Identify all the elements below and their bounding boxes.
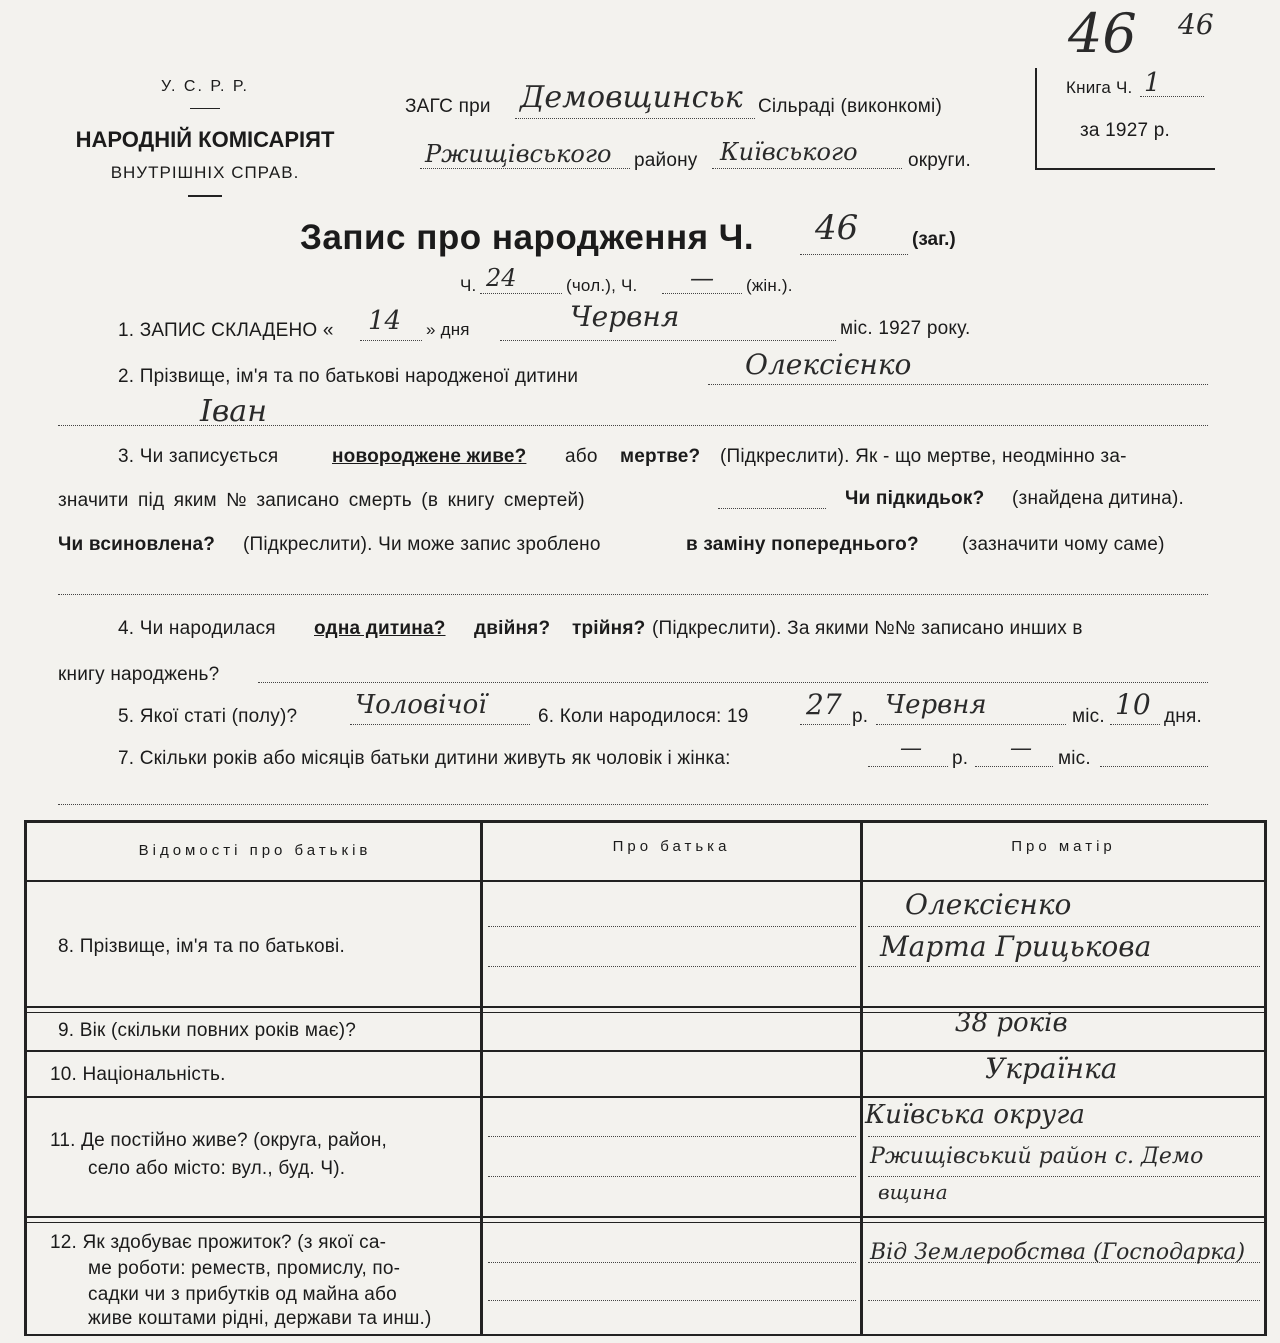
item3-line3-b: (Підкреслити). Чи може запис зроблено xyxy=(243,534,601,555)
table-border xyxy=(24,1334,1266,1336)
subnumber-prefix: Ч. xyxy=(460,276,477,295)
council-label: Сільраді (виконкомі) xyxy=(758,96,942,117)
mother-residence-line2: Ржищівський район с. Демо xyxy=(870,1144,1204,1169)
item3-line1-a: 3. Чи записується xyxy=(118,446,279,467)
item4-line2: книгу народжень? xyxy=(58,664,220,685)
item3-replacement: в заміну попереднього? xyxy=(686,534,919,555)
divider xyxy=(190,108,220,109)
mother-surname: Олексієнко xyxy=(905,888,1072,921)
item4-single: одна дитина? xyxy=(314,618,446,639)
row-divider xyxy=(24,1222,1266,1223)
header-info: Відомості про батьків xyxy=(138,842,372,859)
female-label: (жін.). xyxy=(746,276,793,295)
book-year: за 1927 р. xyxy=(1080,120,1170,141)
fill-line xyxy=(975,766,1053,767)
row-divider xyxy=(24,1216,1266,1218)
birth-year: 27 xyxy=(806,688,842,721)
okruha-label: округи. xyxy=(908,150,971,171)
fill-line xyxy=(488,1262,856,1263)
book-box-border xyxy=(1035,168,1215,170)
fill-line xyxy=(420,168,630,169)
book-label: Книга Ч. xyxy=(1066,78,1133,97)
header-mother: Про матір xyxy=(1011,838,1116,855)
item1-label: 1. ЗАПИС СКЛАДЕНО « xyxy=(118,320,334,341)
fill-line xyxy=(258,682,1208,683)
marriage-years: — xyxy=(900,736,922,761)
item3-foundling: Чи підкидьок? xyxy=(845,488,985,509)
archive-number-large: 46 xyxy=(1068,2,1137,65)
divider xyxy=(188,195,222,197)
fill-line xyxy=(800,254,908,255)
fill-line xyxy=(500,340,836,341)
record-suffix: (заг.) xyxy=(912,229,956,250)
child-sex: Чоловічої xyxy=(355,690,487,720)
row9-label: 9. Вік (скільки повних років має)? xyxy=(58,1020,357,1041)
department-label: ВНУТРІШНІХ СПРАВ. xyxy=(110,163,300,182)
republic-label: У. С. Р. Р. xyxy=(160,78,249,95)
item1-suffix: міс. 1927 року. xyxy=(840,318,971,339)
fill-line xyxy=(708,384,1208,385)
fill-line xyxy=(868,1176,1260,1177)
male-label: (чол.), Ч. xyxy=(566,276,638,295)
item3-or: або xyxy=(565,446,598,467)
fill-line xyxy=(662,293,742,294)
fill-line xyxy=(58,425,1208,426)
fill-line xyxy=(488,966,856,967)
item6-label: 6. Коли народилося: 19 xyxy=(538,706,749,727)
item4-line1-e: (Підкреслити). За якими №№ записано инших в xyxy=(652,618,1083,639)
book-number: 1 xyxy=(1144,68,1161,98)
archive-number-small: 46 xyxy=(1178,8,1214,41)
item1-day: 14 xyxy=(368,306,402,336)
female-number: — xyxy=(690,264,714,292)
marriage-months: — xyxy=(1010,736,1032,761)
row11-label-line1: 11. Де постійно живе? (округа, район, xyxy=(50,1130,388,1151)
birth-year-suffix: р. xyxy=(852,706,869,727)
book-box-border xyxy=(1035,68,1037,170)
item3-line2-a: значити під яким № записано смерть (в книгу смертей) xyxy=(58,490,585,511)
item3-dead: мертве? xyxy=(620,446,701,467)
fill-line xyxy=(480,293,562,294)
zags-prefix: ЗАГС при xyxy=(405,96,491,117)
fill-line xyxy=(712,168,902,169)
fill-line xyxy=(488,926,856,927)
fill-line xyxy=(1110,724,1160,725)
row-divider xyxy=(24,1006,1266,1008)
mother-nationality: Українка xyxy=(985,1052,1118,1085)
item3-line1-e: (Підкреслити). Як - що мертве, неодмінно за- xyxy=(720,446,1127,467)
birth-month-suffix: міс. xyxy=(1072,706,1105,727)
row8-label: 8. Прізвище, ім'я та по батькові. xyxy=(58,936,345,957)
marriage-months-label: міс. xyxy=(1058,748,1091,769)
fill-line xyxy=(1140,96,1204,97)
commissariat-title: НАРОДНІЙ КОМІСАРІЯТ xyxy=(75,127,335,152)
item4-line1-a: 4. Чи народилася xyxy=(118,618,276,639)
fill-line xyxy=(488,1136,856,1137)
item5-label: 5. Якої статі (полу)? xyxy=(118,706,298,727)
fill-line xyxy=(488,1176,856,1177)
table-border xyxy=(1264,820,1267,1336)
raion-name: Ржищівського xyxy=(425,140,612,168)
fill-line xyxy=(718,508,826,509)
item2-label: 2. Прізвище, ім'я та по батькові народженої дитини xyxy=(118,366,579,387)
marriage-years-label: р. xyxy=(952,748,969,769)
village-council-name: Демовщинськ xyxy=(520,80,743,115)
fill-line xyxy=(868,766,948,767)
birth-day-suffix: дня. xyxy=(1164,706,1202,727)
row-divider xyxy=(24,1012,1266,1013)
row12-label-line3: садки чи з прибутків од майна або xyxy=(88,1284,397,1305)
fill-line xyxy=(868,1136,1260,1137)
mother-occupation: Від Землеробства (Господарка) xyxy=(870,1240,1246,1265)
item4-twins: двійня? xyxy=(474,618,551,639)
table-border xyxy=(24,820,1266,823)
row12-label-line1: 12. Як здобуває прожиток? (з якої са- xyxy=(50,1232,387,1253)
item1-month: Червня xyxy=(570,300,680,333)
raion-label: району xyxy=(634,150,698,171)
fill-line xyxy=(868,1300,1260,1301)
fill-line xyxy=(868,926,1260,927)
birth-day: 10 xyxy=(1115,688,1151,721)
fill-line xyxy=(360,340,422,341)
fill-line xyxy=(876,724,1066,725)
birth-month: Червня xyxy=(885,690,987,720)
column-divider xyxy=(480,820,483,1336)
child-surname: Олексієнко xyxy=(745,348,912,381)
fill-line xyxy=(58,804,1208,805)
item4-triplets: трійня? xyxy=(572,618,646,639)
mother-residence-line1: Київська округа xyxy=(865,1100,1085,1130)
row11-label-line2: село або місто: вул., буд. Ч). xyxy=(88,1158,346,1179)
item3-line3-d: (зазначити чому саме) xyxy=(962,534,1165,555)
column-divider xyxy=(860,820,863,1336)
mother-age: 38 років xyxy=(955,1008,1068,1038)
item3-alive: новороджене живе? xyxy=(332,446,527,467)
item3-line2-c: (знайдена дитина). xyxy=(1012,488,1184,509)
mother-given-name: Марта Грицькова xyxy=(880,930,1152,963)
record-title: Запис про народження Ч. xyxy=(300,218,755,257)
item3-adopted: Чи всиновлена? xyxy=(58,534,216,555)
item7-label: 7. Скільки років або місяців батьки дитини живуть як чоловік і жінка: xyxy=(118,748,731,769)
okruha-name: Київського xyxy=(720,138,858,166)
fill-line xyxy=(350,724,530,725)
child-given-name: Іван xyxy=(200,394,267,429)
male-number: 24 xyxy=(486,264,517,292)
row-divider xyxy=(24,880,1266,882)
fill-line xyxy=(1100,766,1208,767)
item1-mid: » дня xyxy=(426,320,470,339)
row12-label-line2: ме роботи: реместв, промислу, по- xyxy=(88,1258,401,1279)
fill-line xyxy=(868,966,1260,967)
fill-line xyxy=(800,724,850,725)
row12-label-line4: живе коштами рідні, держави та инш.) xyxy=(88,1308,432,1329)
header-father: Про батька xyxy=(612,838,731,855)
fill-line xyxy=(488,1300,856,1301)
fill-line xyxy=(515,118,755,119)
row10-label: 10. Національність. xyxy=(50,1064,226,1085)
table-border xyxy=(24,820,27,1336)
row-divider xyxy=(24,1096,1266,1098)
record-number: 46 xyxy=(815,208,859,248)
mother-residence-line3: вщина xyxy=(878,1180,948,1204)
fill-line xyxy=(58,594,1208,595)
